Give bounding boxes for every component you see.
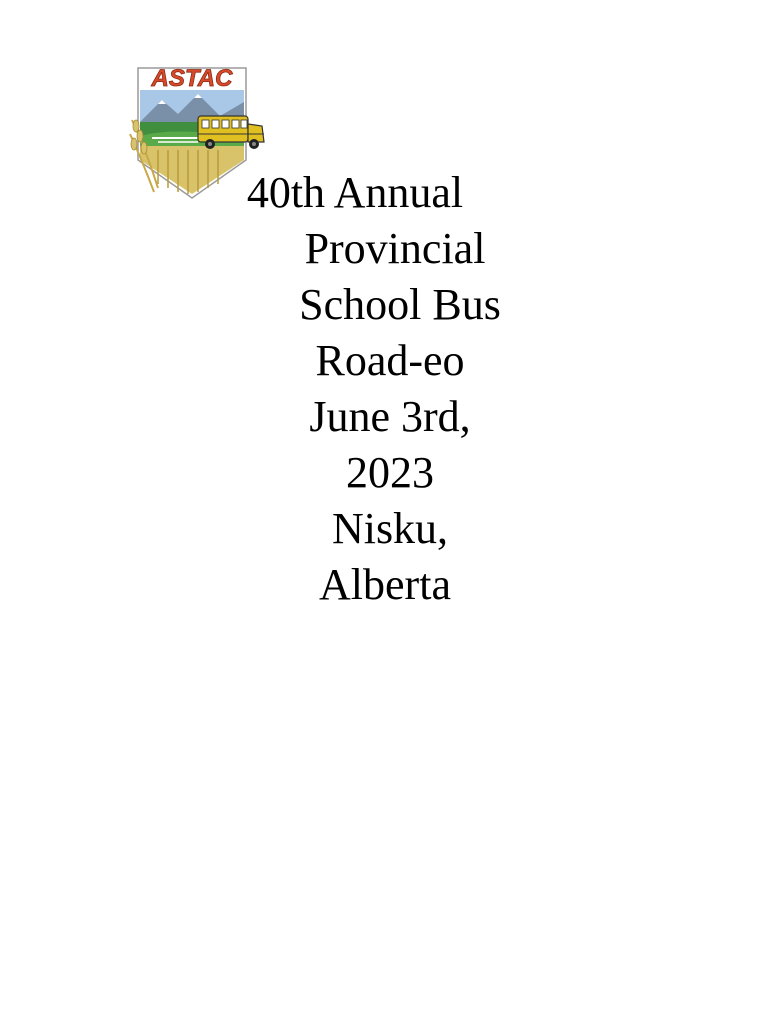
title-line-province: Alberta <box>319 560 451 609</box>
title-line-name: Road-eo <box>315 336 465 385</box>
event-title <box>230 165 570 613</box>
astac-wordmark: ASTAC <box>151 65 233 92</box>
title-line-date: June 3rd, <box>309 392 471 441</box>
title-line-city: Nisku, <box>331 504 449 553</box>
title-line-year: 2023 <box>346 448 434 497</box>
title-line-scope: Provincial <box>304 224 486 273</box>
title-line-edition: 40th Annual <box>246 168 464 217</box>
title-line-event: School Bus <box>299 280 501 329</box>
